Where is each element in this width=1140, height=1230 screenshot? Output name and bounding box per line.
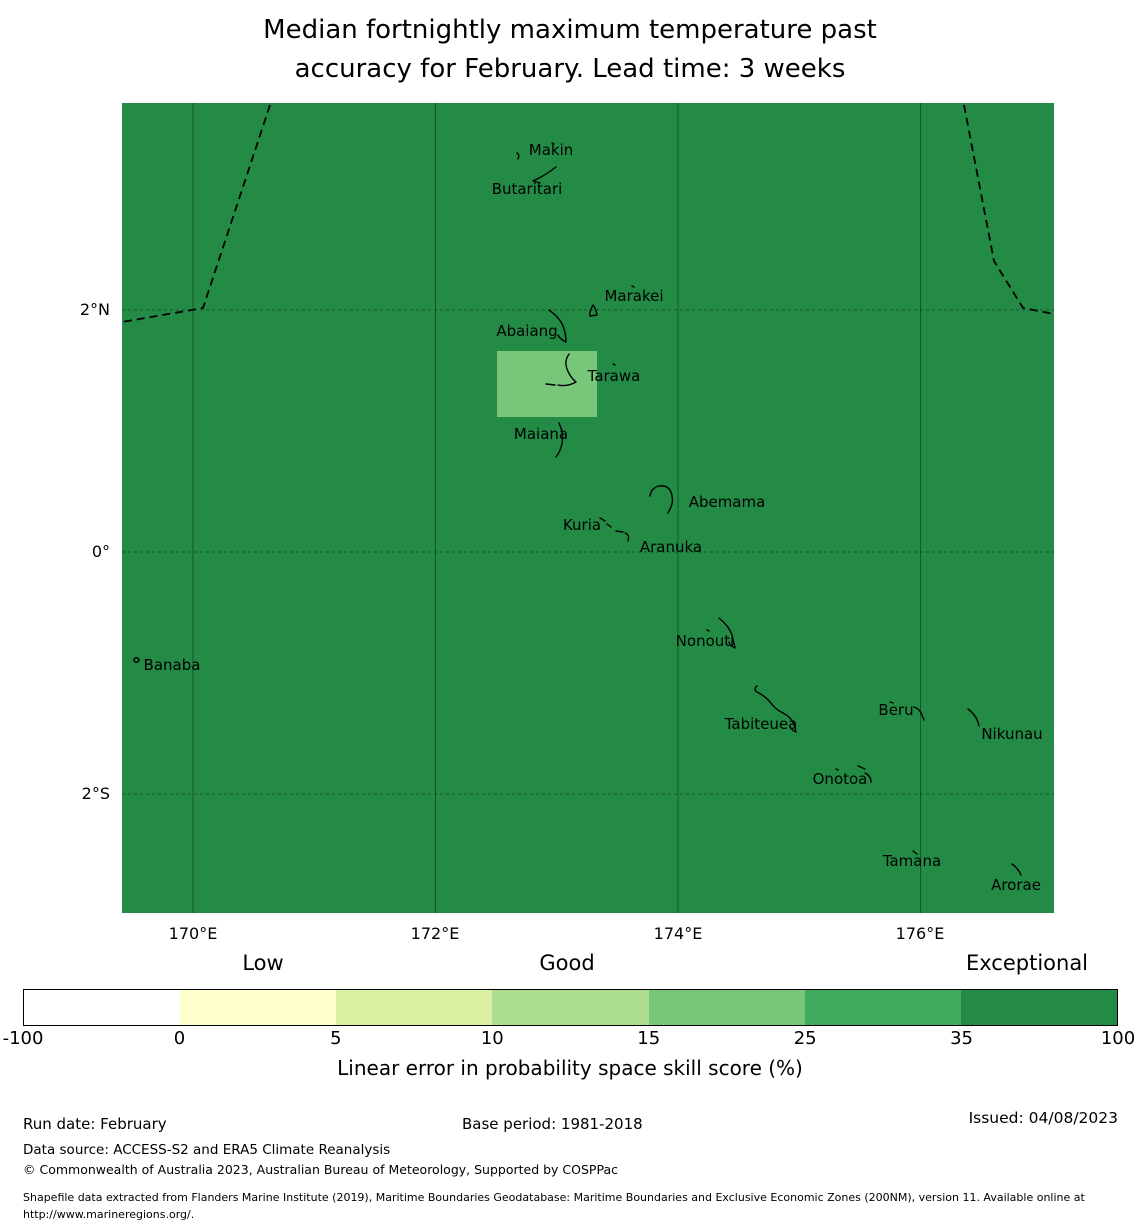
island-label-onotoa: Onotoa (812, 770, 868, 788)
island-shape-arorae (1012, 864, 1021, 875)
colorbar-tick-25: 25 (793, 1028, 817, 1049)
island-shape-nikunau (968, 709, 979, 726)
colorbar-segment-5 (805, 990, 961, 1025)
colorbar-tick-0: 0 (173, 1028, 186, 1049)
island-shape-abemama (650, 486, 673, 513)
island-label-butaritari: Butaritari (491, 180, 563, 198)
scale-label-exceptional: Exceptional (965, 951, 1089, 975)
island-label-tabiteuea: Tabiteuea (724, 715, 798, 733)
island-label-abemama: Abemama (688, 493, 766, 511)
island-shapes (134, 143, 1021, 875)
island-label-beru: Beru (878, 701, 914, 719)
island-label-tarawa: Tarawa (587, 367, 641, 385)
colorbar-tick-15: 15 (637, 1028, 661, 1049)
island-label-nikunau: Nikunau (981, 725, 1043, 743)
ytick-0: 0° (91, 542, 110, 561)
colorbar-tick-10: 10 (480, 1028, 504, 1049)
xtick-174e: 174°E (653, 924, 703, 943)
colorbar-segment-0 (24, 990, 180, 1025)
scale-label-low: Low (242, 951, 284, 975)
shapefile-note: Shapefile data extracted from Flanders Marine Institute (2019), Maritime Boundaries Geodatabase: Maritime Boundaries and Exclusive Economic Zones (200NM), version 11. Available online at http://www.marineregions.org/. (23, 1191, 1085, 1221)
eez-boundary-west (122, 105, 270, 322)
issued-date-text: Issued: 04/08/2023 (968, 1109, 1118, 1127)
xtick-172e: 172°E (410, 924, 460, 943)
island-label-banaba: Banaba (143, 656, 201, 674)
ytick-2s: 2°S (81, 784, 110, 803)
scale-label-good: Good (539, 951, 595, 975)
island-label-aranuka: Aranuka (639, 538, 703, 556)
map-area (122, 103, 1054, 913)
island-shape-kuria (600, 518, 611, 527)
copyright-text: © Commonwealth of Australia 2023, Australian Bureau of Meteorology, Supported by COSPPac (23, 1162, 618, 1177)
eez-boundary-lines (122, 105, 1054, 322)
colorbar-segment-6 (961, 990, 1117, 1025)
base-period-text: Base period: 1981-2018 (462, 1115, 643, 1133)
island-label-abaiang: Abaiang (496, 322, 558, 340)
colorbar-segment-4 (649, 990, 805, 1025)
data-source-text: Data source: ACCESS-S2 and ERA5 Climate Reanalysis (23, 1142, 391, 1158)
eez-boundary-east (964, 105, 1054, 314)
colorbar-caption: Linear error in probability space skill score (%) (337, 1056, 803, 1080)
island-shape-banaba (134, 658, 139, 663)
page-title-line2: accuracy for February. Lead time: 3 weeks (294, 54, 846, 84)
island-label-maiana: Maiana (513, 425, 569, 443)
xtick-170e: 170°E (168, 924, 218, 943)
colorbar-segment-1 (180, 990, 336, 1025)
island-label-tamana: Tamana (882, 852, 942, 870)
colorbar-tick-35: 35 (950, 1028, 974, 1049)
colorbar-tick--100: -100 (2, 1028, 44, 1049)
colorbar-tick-5: 5 (330, 1028, 342, 1049)
graticule (122, 103, 1054, 913)
island-label-marakei: Marakei (604, 287, 664, 305)
island-label-arorae: Arorae (991, 876, 1041, 894)
island-shape-aranuka (616, 531, 629, 541)
run-date-text: Run date: February (23, 1115, 167, 1133)
page-title: Median fortnightly maximum temperature past (263, 15, 877, 45)
colorbar (23, 989, 1118, 1026)
xtick-176e: 176°E (895, 924, 945, 943)
island-label-nonouti: Nonouti (675, 632, 735, 650)
map-canvas (122, 103, 1054, 913)
colorbar-segment-2 (336, 990, 492, 1025)
colorbar-tick-labels (2, 1028, 1136, 1050)
ytick-2n: 2°N (79, 300, 110, 319)
island-label-kuria: Kuria (562, 516, 602, 534)
colorbar-segment-3 (492, 990, 648, 1025)
island-label-makin: Makin (528, 141, 574, 159)
colorbar-tick-100: 100 (1100, 1028, 1136, 1049)
